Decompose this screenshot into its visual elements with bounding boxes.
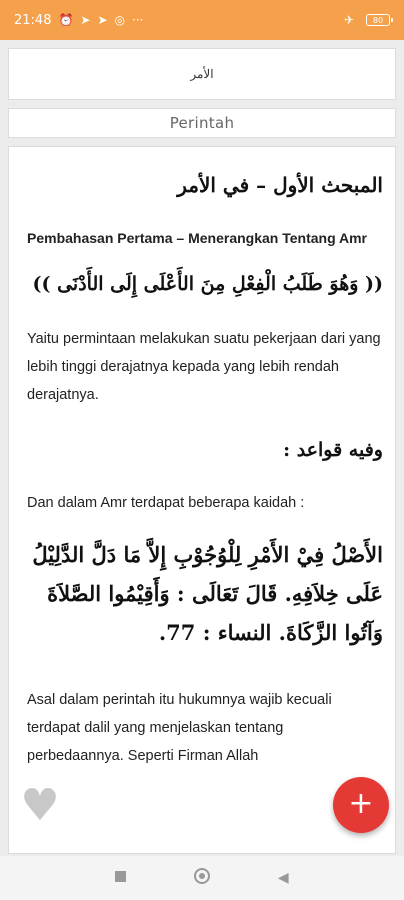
paragraph-3: Asal dalam perintah itu hukumnya wajib kecuali terdapat dalil yang menjelaskan tentang perbedaannya. Seperti Firman Allah: [27, 692, 332, 764]
telegram-icon: ➤: [80, 13, 91, 27]
rule-arabic: الأَصْلُ فِيْ الأَمْرِ لِلْوُجُوْبِ إِلاَّ مَا دَلَّ الدَّلِيْلُ عَلَى خِلاَفِهِ. قَالَ تَعَالَى : وَأَقِيْمُوا الصَّلاَةَ وَآتُوا الزَّكَاةَ. النساء : 77.: [32, 542, 383, 645]
time: 21:48: [14, 12, 52, 28]
title-bar: [8, 48, 396, 100]
system-nav-bar: [0, 856, 404, 900]
home-circle-icon: [194, 868, 210, 884]
whatsapp-icon: ◎: [114, 13, 126, 27]
recent-apps-button[interactable]: [109, 870, 133, 886]
status-bar: [0, 0, 404, 40]
battery-icon: [366, 14, 390, 26]
add-button[interactable]: +: [333, 777, 389, 833]
more-icon: ···: [132, 13, 144, 27]
back-button[interactable]: [271, 870, 295, 886]
back-triangle-icon: ◀: [277, 870, 289, 886]
airplane-mode-icon: ✈: [343, 13, 354, 27]
page-title: الأمر: [190, 67, 214, 81]
alarm-icon: ⏰: [58, 13, 74, 27]
battery-level: 80: [372, 15, 384, 25]
home-button[interactable]: [190, 868, 214, 888]
page-subtitle: Perintah: [169, 114, 235, 132]
quote-arabic: (( وَهُوَ طَلَبُ الْفِعْلِ مِنَ الأَعْلَى إِلَى الأَدْنَى )): [32, 273, 383, 295]
paragraph-1: Yaitu permintaan melakukan suatu pekerjaan dari yang lebih tinggi derajatnya kepada yang lebih rendah derajatnya.: [27, 331, 381, 403]
heading-indonesian: Pembahasan Pertama – Menerangkan Tentang Amr: [27, 230, 367, 246]
telegram-icon: ➤: [97, 13, 108, 27]
subtitle-bar: [8, 108, 396, 138]
square-icon: [115, 871, 126, 882]
heading-arabic: المبحث الأول – في الأمر: [177, 173, 383, 197]
heart-icon[interactable]: ♥: [20, 780, 60, 831]
paragraph-2: Dan dalam Amr terdapat beberapa kaidah :: [27, 495, 305, 511]
heading2-arabic: وفيه قواعد :: [283, 439, 383, 461]
content-card[interactable]: [8, 146, 396, 854]
